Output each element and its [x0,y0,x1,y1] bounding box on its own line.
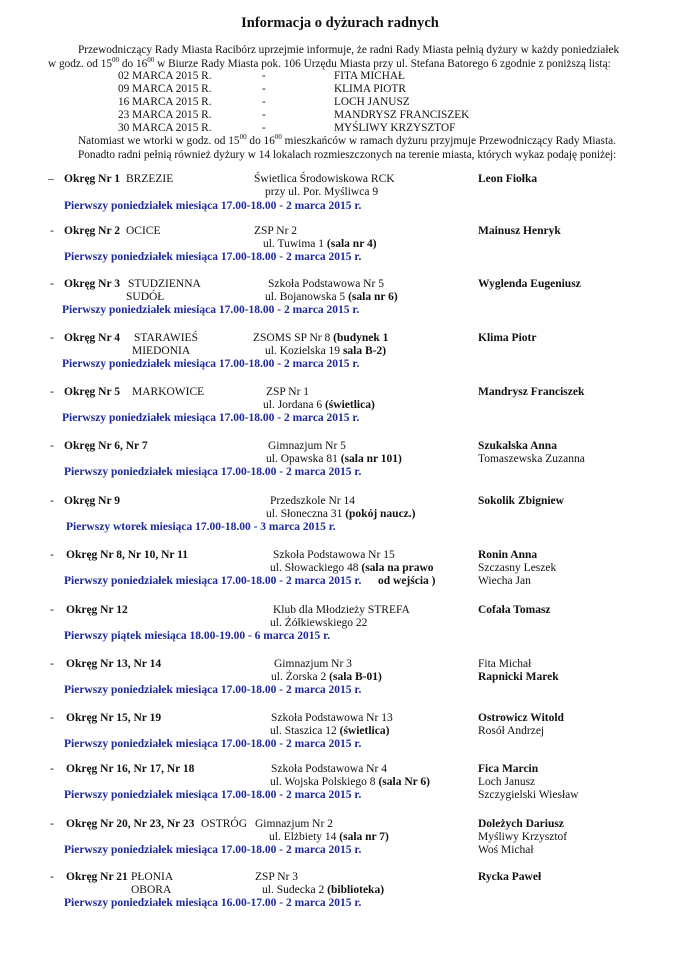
duty-schedule: Pierwszy poniedziałek miesiąca 16.00-17.00 - 2 marca 2015 r. [64,897,362,909]
venue-address: przy ul. Por. Myśliwca 9 [265,186,379,198]
district-area: MARKOWICE [132,386,205,398]
district-number: Okręg Nr 2 [64,225,121,237]
councillor-name: Mainusz Henryk [478,225,561,237]
duty-schedule: Pierwszy poniedziałek miesiąca 17.00-18.00 - 2 marca 2015 r. [62,304,360,316]
venue-name: Szkoła Podstawowa Nr 4 [271,763,387,775]
duty-schedule: Pierwszy poniedziałek miesiąca 17.00-18.00 - 2 marca 2015 r. [64,466,362,478]
venue-address: ul. Żółkiewskiego 22 [270,617,368,629]
tuesday-note: Natomiast we wtorki w godz. od $15^{00}$ do $16^{00}$ mieszkańców w ramach dyżuru przyjmuje Przewodniczący Rady Miasta. [78,133,616,147]
venue-name: ZSP Nr 1 [266,386,310,398]
district-number: Okręg Nr 16, Nr 17, Nr 18 [66,763,195,775]
district-area: PŁONIA [131,871,174,883]
district-area: STARAWIEŚ [134,332,198,344]
page-title: Informacja o dyżurach radnych [241,15,439,31]
district-area: BRZEZIE [126,173,174,185]
duty-dash: - [262,122,266,134]
councillor-name: Doleżych Dariusz [478,818,564,830]
councillor-name: Leon Fiołka [478,173,538,185]
duty-schedule: Pierwszy poniedziałek miesiąca 17.00-18.00 - 2 marca 2015 r. [64,251,362,263]
venue-name: Szkoła Podstawowa Nr 13 [271,712,393,724]
venue-name: ZSP Nr 2 [254,225,298,237]
district-area: STUDZIENNA [128,278,201,290]
councillor-name: Fica Marcin [478,763,539,775]
councillor-name: Ostrowicz Witold [478,712,564,724]
bullet: - [50,386,54,398]
venue-address-2: od wejścia ) [378,575,436,587]
councillor-name: Ronin Anna [478,549,538,561]
bullet: - [50,549,54,561]
councillor-name: Cofała Tomasz [478,604,551,616]
district-area-2: MIEDONIA [132,345,191,357]
councillor-name: Myśliwy Krzysztof [478,831,568,843]
duty-name: LOCH JANUSZ [334,96,410,108]
venue-address: ul. Opawska 81 (sala nr 101) [266,453,402,465]
bullet: - [50,495,54,507]
bullet: - [50,332,54,344]
councillor-name: Sokolik Zbigniew [478,495,564,507]
venue-address: ul. Słowackiego 48 (sala na prawo [270,562,434,574]
bullet: - [50,278,54,290]
venue-name: ZSOMS SP Nr 8 (budynek 1 [253,332,389,344]
councillor-name: Mandrysz Franciszek [478,386,585,398]
district-number: Okręg Nr 9 [64,495,121,507]
councillor-name: Rosół Andrzej [478,725,545,737]
councillor-name: Wiecha Jan [478,575,531,587]
duty-date: 16 MARCA 2015 R. [118,96,212,108]
intro-line-1: Przewodniczący Rady Miasta Racibórz uprzejmie informuje, że radni Rady Miasta pełnią dyżury w każdy poniedziałek [78,44,620,56]
councillor-name: Rapnicki Marek [478,671,559,683]
duty-date: 02 MARCA 2015 R. [118,70,212,82]
duty-schedule: Pierwszy poniedziałek miesiąca 17.00-18.00 - 2 marca 2015 r. [64,844,362,856]
intro-line-2: w godz. od $15^{00}$ do $16^{00}$ w Biurze Rady Miasta pok. 106 Urzędu Miasta przy ul. Stefana Batorego 6 zgodnie z poniższą listą: [48,56,611,70]
bullet: - [50,712,54,724]
councillor-name: Fita Michał [478,658,532,670]
district-area-2: OBORA [131,884,172,896]
venue-name: Gimnazjum Nr 2 [255,818,333,830]
duty-schedule: Pierwszy poniedziałek miesiąca 17.00-18.00 - 2 marca 2015 r. [64,738,362,750]
venue-address: ul. Słoneczna 31 (pokój naucz.) [266,508,416,520]
district-number: Okręg Nr 1 [64,173,121,185]
district-number: Okręg Nr 20, Nr 23, Nr 23 [66,818,195,830]
bullet: - [50,440,54,452]
councillor-name: Klima Piotr [478,332,537,344]
venue-address: ul. Jordana 6 (świetlica) [263,399,375,411]
bullet: - [50,658,54,670]
venue-address: ul. Elżbiety 14 (sala nr 7) [269,831,389,843]
district-area-2: SUDÓŁ [126,291,165,303]
duty-schedule: Pierwszy poniedziałek miesiąca 17.00-18.00 - 2 marca 2015 r. [62,358,360,370]
venue-name: Szkoła Podstawowa Nr 5 [268,278,384,290]
duty-date: 09 MARCA 2015 R. [118,83,212,95]
duty-dash: - [262,70,266,82]
district-area: OCICE [126,225,161,237]
duty-date: 30 MARCA 2015 R. [118,122,212,134]
bullet: – [48,173,54,185]
venue-name: Klub dla Młodzieży STREFA [273,604,410,616]
district-number: Okręg Nr 3 [64,278,121,290]
extra-note: Ponadto radni pełnią również dyżury w 14 lokalach rozmieszczonych na terenie miasta, których wykaz podaję poniżej: [78,149,617,161]
venue-name: Szkoła Podstawowa Nr 15 [273,549,395,561]
bullet: - [50,604,54,616]
venue-name: Gimnazjum Nr 5 [268,440,346,452]
councillor-name: Loch Janusz [478,776,536,788]
district-number: Okręg Nr 12 [66,604,128,616]
venue-address: ul. Staszica 12 (świetlica) [270,725,390,737]
venue-address: ul. Tuwima 1 (sala nr 4) [263,238,377,250]
bullet: - [50,871,54,883]
venue-name: Gimnazjum Nr 3 [274,658,352,670]
councillor-name: Szczasny Leszek [478,562,557,574]
district-number: Okręg Nr 21 [66,871,128,883]
bullet: - [50,225,54,237]
district-number: Okręg Nr 6, Nr 7 [64,440,148,452]
venue-address: ul. Kozielska 19 sala B-2) [265,345,387,357]
duty-name: MANDRYSZ FRANCISZEK [334,109,470,121]
bullet: - [50,763,54,775]
councillor-name: Wyglenda Eugeniusz [478,278,581,290]
duty-schedule: Pierwszy poniedziałek miesiąca 17.00-18.00 - 2 marca 2015 r. [64,575,362,587]
duty-dash: - [262,109,266,121]
duty-name: MYŚLIWY KRZYSZTOF [334,122,456,134]
duty-schedule: Pierwszy poniedziałek miesiąca 17.00-18.00 - 2 marca 2015 r. [64,789,362,801]
councillor-name: Szczygielski Wiesław [478,789,579,801]
councillor-name: Szukalska Anna [478,440,557,452]
duty-date: 23 MARCA 2015 R. [118,109,212,121]
duty-dash: - [262,96,266,108]
venue-address: ul. Bojanowska 5 (sala nr 6) [265,291,398,303]
councillor-name: Woś Michał [478,844,534,856]
district-number: Okręg Nr 15, Nr 19 [66,712,162,724]
district-number: Okręg Nr 8, Nr 10, Nr 11 [66,549,189,561]
district-area: OSTRÓG [201,818,248,830]
duty-schedule: Pierwszy piątek miesiąca 18.00-19.00 - 6 marca 2015 r. [64,630,331,642]
venue-address: ul. Wojska Polskiego 8 (sala Nr 6) [270,776,430,788]
duty-dash: - [262,83,266,95]
venue-name: Świetlica Środowiskowa RCK [254,173,395,185]
councillor-name: Rycka Paweł [478,871,542,883]
venue-name: Przedszkole Nr 14 [270,495,355,507]
venue-name: ZSP Nr 3 [255,871,299,883]
district-number: Okręg Nr 13, Nr 14 [66,658,162,670]
duty-name: FITA MICHAŁ [334,70,405,82]
district-number: Okręg Nr 4 [64,332,121,344]
duty-schedule: Pierwszy poniedziałek miesiąca 17.00-18.00 - 2 marca 2015 r. [62,412,360,424]
duty-name: KLIMA PIOTR [334,83,406,95]
venue-address: ul. Żorska 2 (sala B-01) [271,671,382,683]
duty-schedule: Pierwszy poniedziałek miesiąca 17.00-18.00 - 2 marca 2015 r. [64,200,362,212]
duty-schedule: Pierwszy wtorek miesiąca 17.00-18.00 - 3 marca 2015 r. [66,521,336,533]
councillor-name: Tomaszewska Zuzanna [478,453,585,465]
venue-address: ul. Sudecka 2 (biblioteka) [262,884,385,896]
bullet: - [50,818,54,830]
duty-schedule: Pierwszy poniedziałek miesiąca 17.00-18.00 - 2 marca 2015 r. [64,684,362,696]
district-number: Okręg Nr 5 [64,386,121,398]
